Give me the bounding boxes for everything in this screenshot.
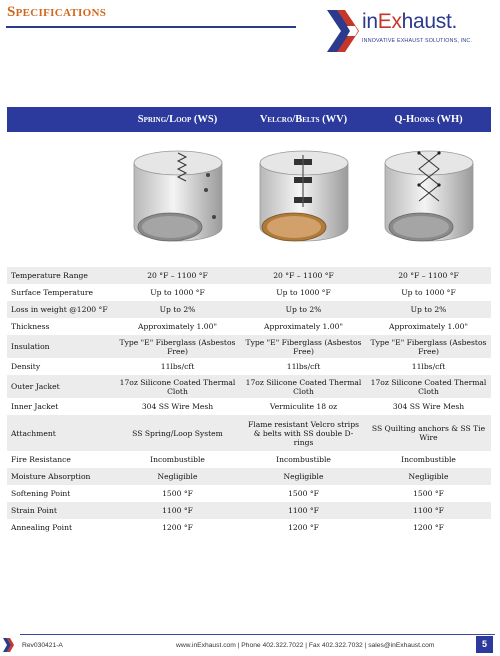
- row-label: Loss in weight @1200 °F: [7, 301, 114, 318]
- table-row: [7, 375, 491, 398]
- velcro-belts-blanket-image: [254, 145, 354, 253]
- spring-loop-value: 1500 °F: [114, 485, 241, 502]
- q-hooks-value: Up to 1000 °F: [366, 284, 491, 301]
- row-label: Moisture Absorption: [7, 468, 114, 485]
- velcro-belts-value: Type "E" Fiberglass (Asbestos Free): [241, 335, 366, 358]
- velcro-belts-value: 17oz Silicone Coated Thermal Cloth: [241, 375, 366, 398]
- row-label: Thickness: [7, 318, 114, 335]
- q-hooks-value: Incombustible: [366, 451, 491, 468]
- table-header-row: [7, 107, 491, 132]
- table-row: [7, 335, 491, 358]
- spring-loop-value: Up to 1000 °F: [114, 284, 241, 301]
- row-label: Attachment: [7, 415, 114, 451]
- velcro-belts-value: Up to 1000 °F: [241, 284, 366, 301]
- q-hooks-value: Negligible: [366, 468, 491, 485]
- q-hooks-value: Approximately 1.00": [366, 318, 491, 335]
- velcro-belts-value: 20 °F – 1100 °F: [241, 267, 366, 284]
- q-hooks-blanket-image: [379, 145, 479, 253]
- logo-tagline: INNOVATIVE EXHAUST SOLUTIONS, INC.: [362, 38, 473, 44]
- velcro-belts-value: 1500 °F: [241, 485, 366, 502]
- q-hooks-value: 20 °F – 1100 °F: [366, 267, 491, 284]
- table-row: [7, 502, 491, 519]
- table-row: [7, 318, 491, 335]
- footer-divider: [20, 634, 495, 635]
- row-label: Inner Jacket: [7, 398, 114, 415]
- row-label: Insulation: [7, 335, 114, 358]
- velcro-belts-value: Flame resistant Velcro strips & belts with SS double D-rings: [241, 415, 366, 451]
- spring-loop-value: 304 SS Wire Mesh: [114, 398, 241, 415]
- spring-loop-value: Approximately 1.00": [114, 318, 241, 335]
- table-row: [7, 415, 491, 451]
- velcro-belts-value: Incombustible: [241, 451, 366, 468]
- velcro-belts-value: Negligible: [241, 468, 366, 485]
- spring-loop-value: 20 °F – 1100 °F: [114, 267, 241, 284]
- q-hooks-value: SS Quilting anchors & SS Tie Wire: [366, 415, 491, 451]
- header-velcro-belts: Velcro/Belts (WV): [241, 107, 366, 132]
- table-row: [7, 284, 491, 301]
- velcro-belts-value: 11lbs/cft: [241, 358, 366, 375]
- footer-revision: Rev030421-A: [22, 642, 63, 649]
- row-label: Density: [7, 358, 114, 375]
- q-hooks-value: Type "E" Fiberglass (Asbestos Free): [366, 335, 491, 358]
- velcro-belts-value: 1200 °F: [241, 519, 366, 536]
- logo-brand-text: inExhaust.: [362, 10, 458, 33]
- spring-loop-value: Up to 2%: [114, 301, 241, 318]
- title-divider: [6, 26, 296, 28]
- header-empty-cell: [7, 107, 114, 132]
- page-title: Specifications: [7, 4, 107, 20]
- row-label: Temperature Range: [7, 267, 114, 284]
- q-hooks-value: Up to 2%: [366, 301, 491, 318]
- spring-loop-value: 1200 °F: [114, 519, 241, 536]
- q-hooks-value: 1100 °F: [366, 502, 491, 519]
- row-label: Strain Point: [7, 502, 114, 519]
- q-hooks-value: 11lbs/cft: [366, 358, 491, 375]
- q-hooks-value: 304 SS Wire Mesh: [366, 398, 491, 415]
- row-label: Annealing Point: [7, 519, 114, 536]
- table-row: [7, 267, 491, 284]
- spring-loop-value: 11lbs/cft: [114, 358, 241, 375]
- header-q-hooks: Q-Hooks (WH): [366, 107, 491, 132]
- spring-loop-value: Negligible: [114, 468, 241, 485]
- table-row: [7, 468, 491, 485]
- q-hooks-value: 17oz Silicone Coated Thermal Cloth: [366, 375, 491, 398]
- q-hooks-value: 1500 °F: [366, 485, 491, 502]
- page-number: 5: [476, 636, 493, 653]
- row-label: Surface Temperature: [7, 284, 114, 301]
- velcro-belts-value: 1100 °F: [241, 502, 366, 519]
- row-label: Fire Resistance: [7, 451, 114, 468]
- spring-loop-blanket-image: [128, 145, 228, 253]
- table-row: [7, 301, 491, 318]
- spring-loop-value: Type "E" Fiberglass (Asbestos Free): [114, 335, 241, 358]
- spring-loop-value: 17oz Silicone Coated Thermal Cloth: [114, 375, 241, 398]
- row-label: Outer Jacket: [7, 375, 114, 398]
- footer-chevron-icon: [3, 638, 17, 652]
- specifications-table: [7, 107, 491, 536]
- header-spring-loop: Spring/Loop (WS): [114, 107, 241, 132]
- spring-loop-value: 1100 °F: [114, 502, 241, 519]
- spring-loop-value: Incombustible: [114, 451, 241, 468]
- table-row: [7, 451, 491, 468]
- chevron-logo-icon: [325, 8, 365, 54]
- table-row: [7, 519, 491, 536]
- table-row: [7, 485, 491, 502]
- velcro-belts-value: Approximately 1.00": [241, 318, 366, 335]
- product-image-row: [7, 132, 491, 267]
- table-row: [7, 398, 491, 415]
- footer-contact: www.inExhaust.com | Phone 402.322.7022 | Fax 402.322.7032 | sales@inExhaust.com: [176, 642, 435, 649]
- velcro-belts-value: Vermiculite 18 oz: [241, 398, 366, 415]
- table-row: [7, 358, 491, 375]
- row-label: Softening Point: [7, 485, 114, 502]
- velcro-belts-value: Up to 2%: [241, 301, 366, 318]
- spring-loop-value: SS Spring/Loop System: [114, 415, 241, 451]
- company-logo: [325, 8, 493, 54]
- q-hooks-value: 1200 °F: [366, 519, 491, 536]
